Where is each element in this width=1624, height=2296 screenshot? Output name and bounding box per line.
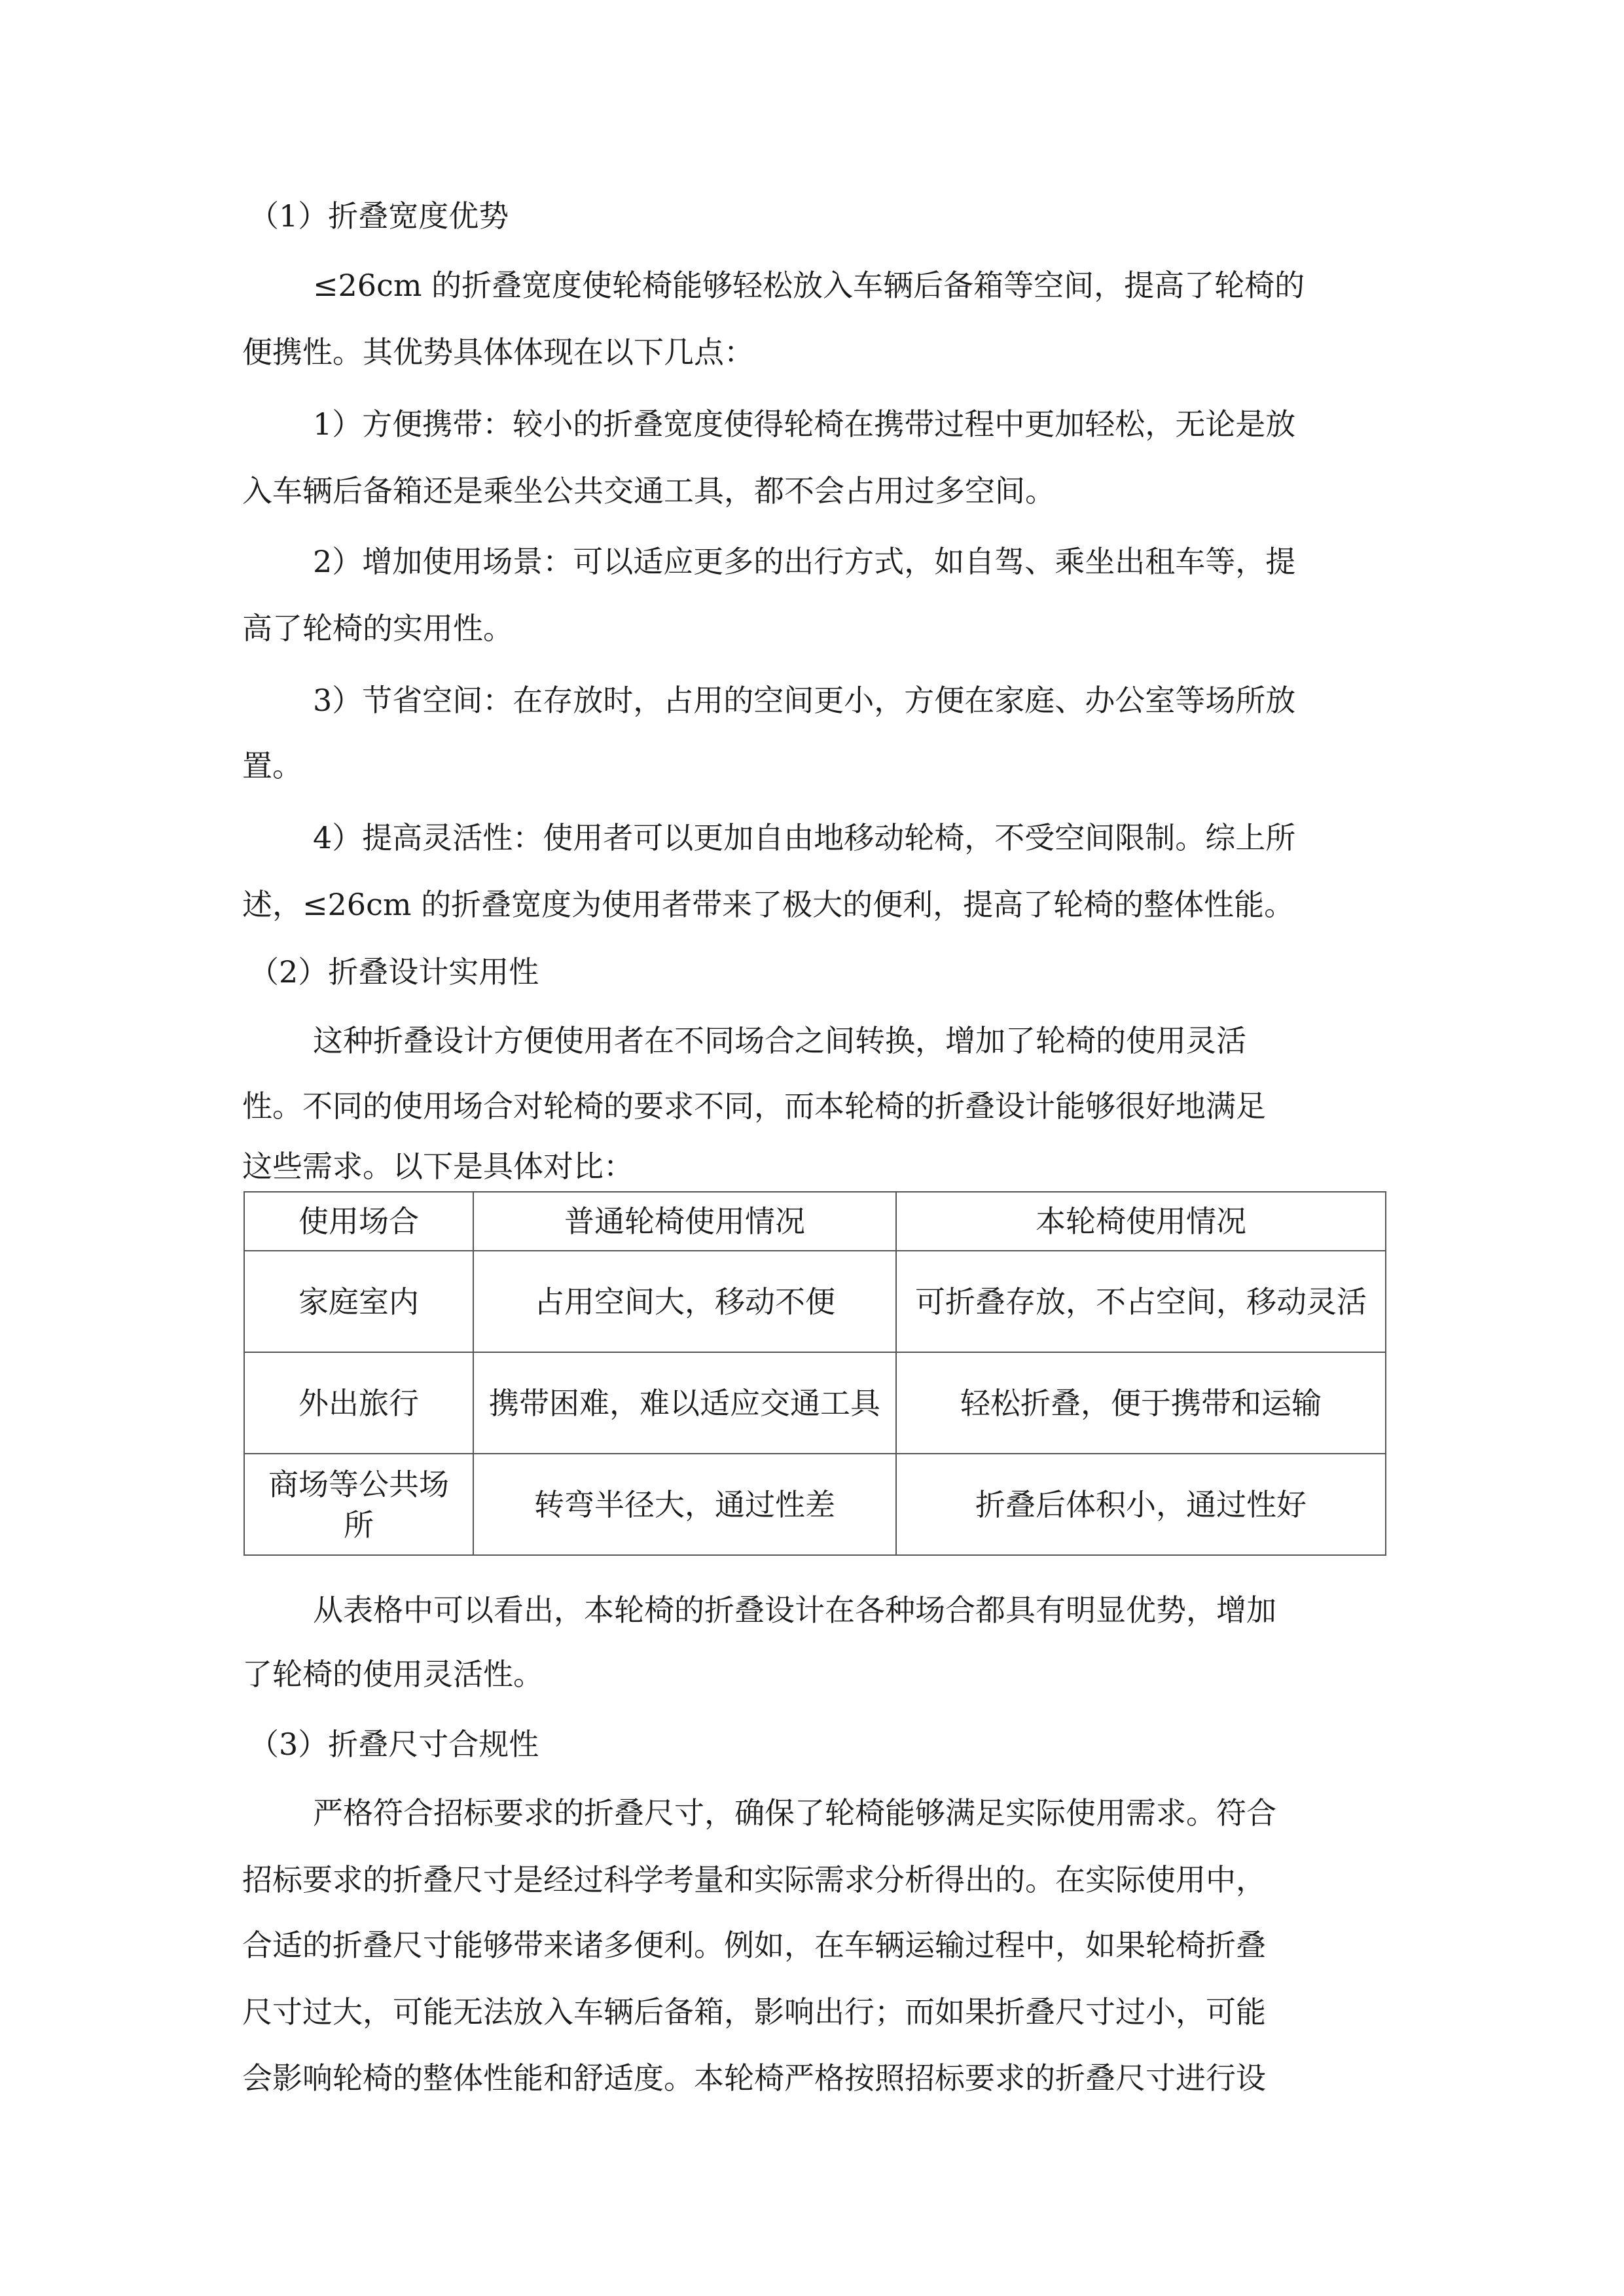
paragraph-line: 从表格中可以看出，本轮椅的折叠设计在各种场合都具有明显优势，增加 bbox=[313, 1592, 1276, 1628]
table-row bbox=[244, 1454, 1386, 1555]
paragraph-line: 述，≤26cm 的折叠宽度为使用者带来了极大的便利，提高了轮椅的整体性能。 bbox=[242, 887, 1295, 922]
paragraph-line: 会影响轮椅的整体性能和舒适度。本轮椅严格按照招标要求的折叠尺寸进行设 bbox=[242, 2060, 1266, 2096]
comparison-table bbox=[244, 1191, 1386, 1556]
paragraph-line: 2）增加使用场景：可以适应更多的出行方式，如自驾、乘坐出租车等，提 bbox=[313, 544, 1296, 579]
paragraph-line: 3）节省空间：在存放时，占用的空间更小，方便在家庭、办公室等场所放 bbox=[313, 683, 1296, 718]
table-cell: 占用空间大，移动不便 bbox=[473, 1251, 896, 1352]
table-row bbox=[244, 1251, 1386, 1352]
table-cell: 家庭室内 bbox=[244, 1251, 473, 1352]
table-row bbox=[244, 1352, 1386, 1454]
table-cell: 可折叠存放，不占空间，移动灵活 bbox=[896, 1251, 1386, 1352]
paragraph-line: ≤26cm 的折叠宽度使轮椅能够轻松放入车辆后备箱等空间，提高了轮椅的 bbox=[313, 268, 1305, 303]
paragraph-line: 严格符合招标要求的折叠尺寸，确保了轮椅能够满足实际使用需求。符合 bbox=[313, 1795, 1276, 1831]
paragraph-line: 这种折叠设计方便使用者在不同场合之间转换，增加了轮椅的使用灵活 bbox=[313, 1023, 1246, 1058]
table-header-cell: 普通轮椅使用情况 bbox=[473, 1192, 896, 1251]
table-cell: 折叠后体积小，通过性好 bbox=[896, 1454, 1386, 1555]
table-header-cell: 本轮椅使用情况 bbox=[896, 1192, 1386, 1251]
table-cell: 携带困难，难以适应交通工具 bbox=[473, 1352, 896, 1454]
paragraph-line: 高了轮椅的实用性。 bbox=[242, 611, 513, 646]
table-cell: 商场等公共场所 bbox=[244, 1454, 473, 1555]
paragraph-line: 1）方便携带：较小的折叠宽度使得轮椅在携带过程中更加轻松，无论是放 bbox=[313, 406, 1296, 442]
table-cell: 转弯半径大，通过性差 bbox=[473, 1454, 896, 1555]
section-2-heading: （2）折叠设计实用性 bbox=[249, 954, 539, 990]
paragraph-line: 入车辆后备箱还是乘坐公共交通工具，都不会占用过多空间。 bbox=[242, 473, 1055, 509]
paragraph-line: 便携性。其优势具体体现在以下几点： bbox=[242, 334, 754, 370]
paragraph-line: 了轮椅的使用灵活性。 bbox=[242, 1657, 543, 1692]
table-header-row bbox=[244, 1192, 1386, 1251]
paragraph-line: 招标要求的折叠尺寸是经过科学考量和实际需求分析得出的。在实际使用中， bbox=[242, 1862, 1266, 1897]
section-1-heading: （1）折叠宽度优势 bbox=[249, 198, 509, 234]
table-cell: 轻松折叠，便于携带和运输 bbox=[896, 1352, 1386, 1454]
paragraph-line: 合适的折叠尺寸能够带来诸多便利。例如，在车辆运输过程中，如果轮椅折叠 bbox=[242, 1928, 1266, 1963]
paragraph-line: 这些需求。以下是具体对比： bbox=[242, 1149, 634, 1184]
paragraph-line: 尺寸过大，可能无法放入车辆后备箱，影响出行；而如果折叠尺寸过小，可能 bbox=[242, 1994, 1266, 2030]
paragraph-line: 性。不同的使用场合对轮椅的要求不同，而本轮椅的折叠设计能够很好地满足 bbox=[242, 1088, 1266, 1124]
table-cell: 外出旅行 bbox=[244, 1352, 473, 1454]
paragraph-line: 4）提高灵活性：使用者可以更加自由地移动轮椅，不受空间限制。综上所 bbox=[313, 820, 1296, 855]
table-header-cell: 使用场合 bbox=[244, 1192, 473, 1251]
section-3-heading: （3）折叠尺寸合规性 bbox=[249, 1727, 539, 1762]
paragraph-line: 置。 bbox=[242, 748, 302, 783]
